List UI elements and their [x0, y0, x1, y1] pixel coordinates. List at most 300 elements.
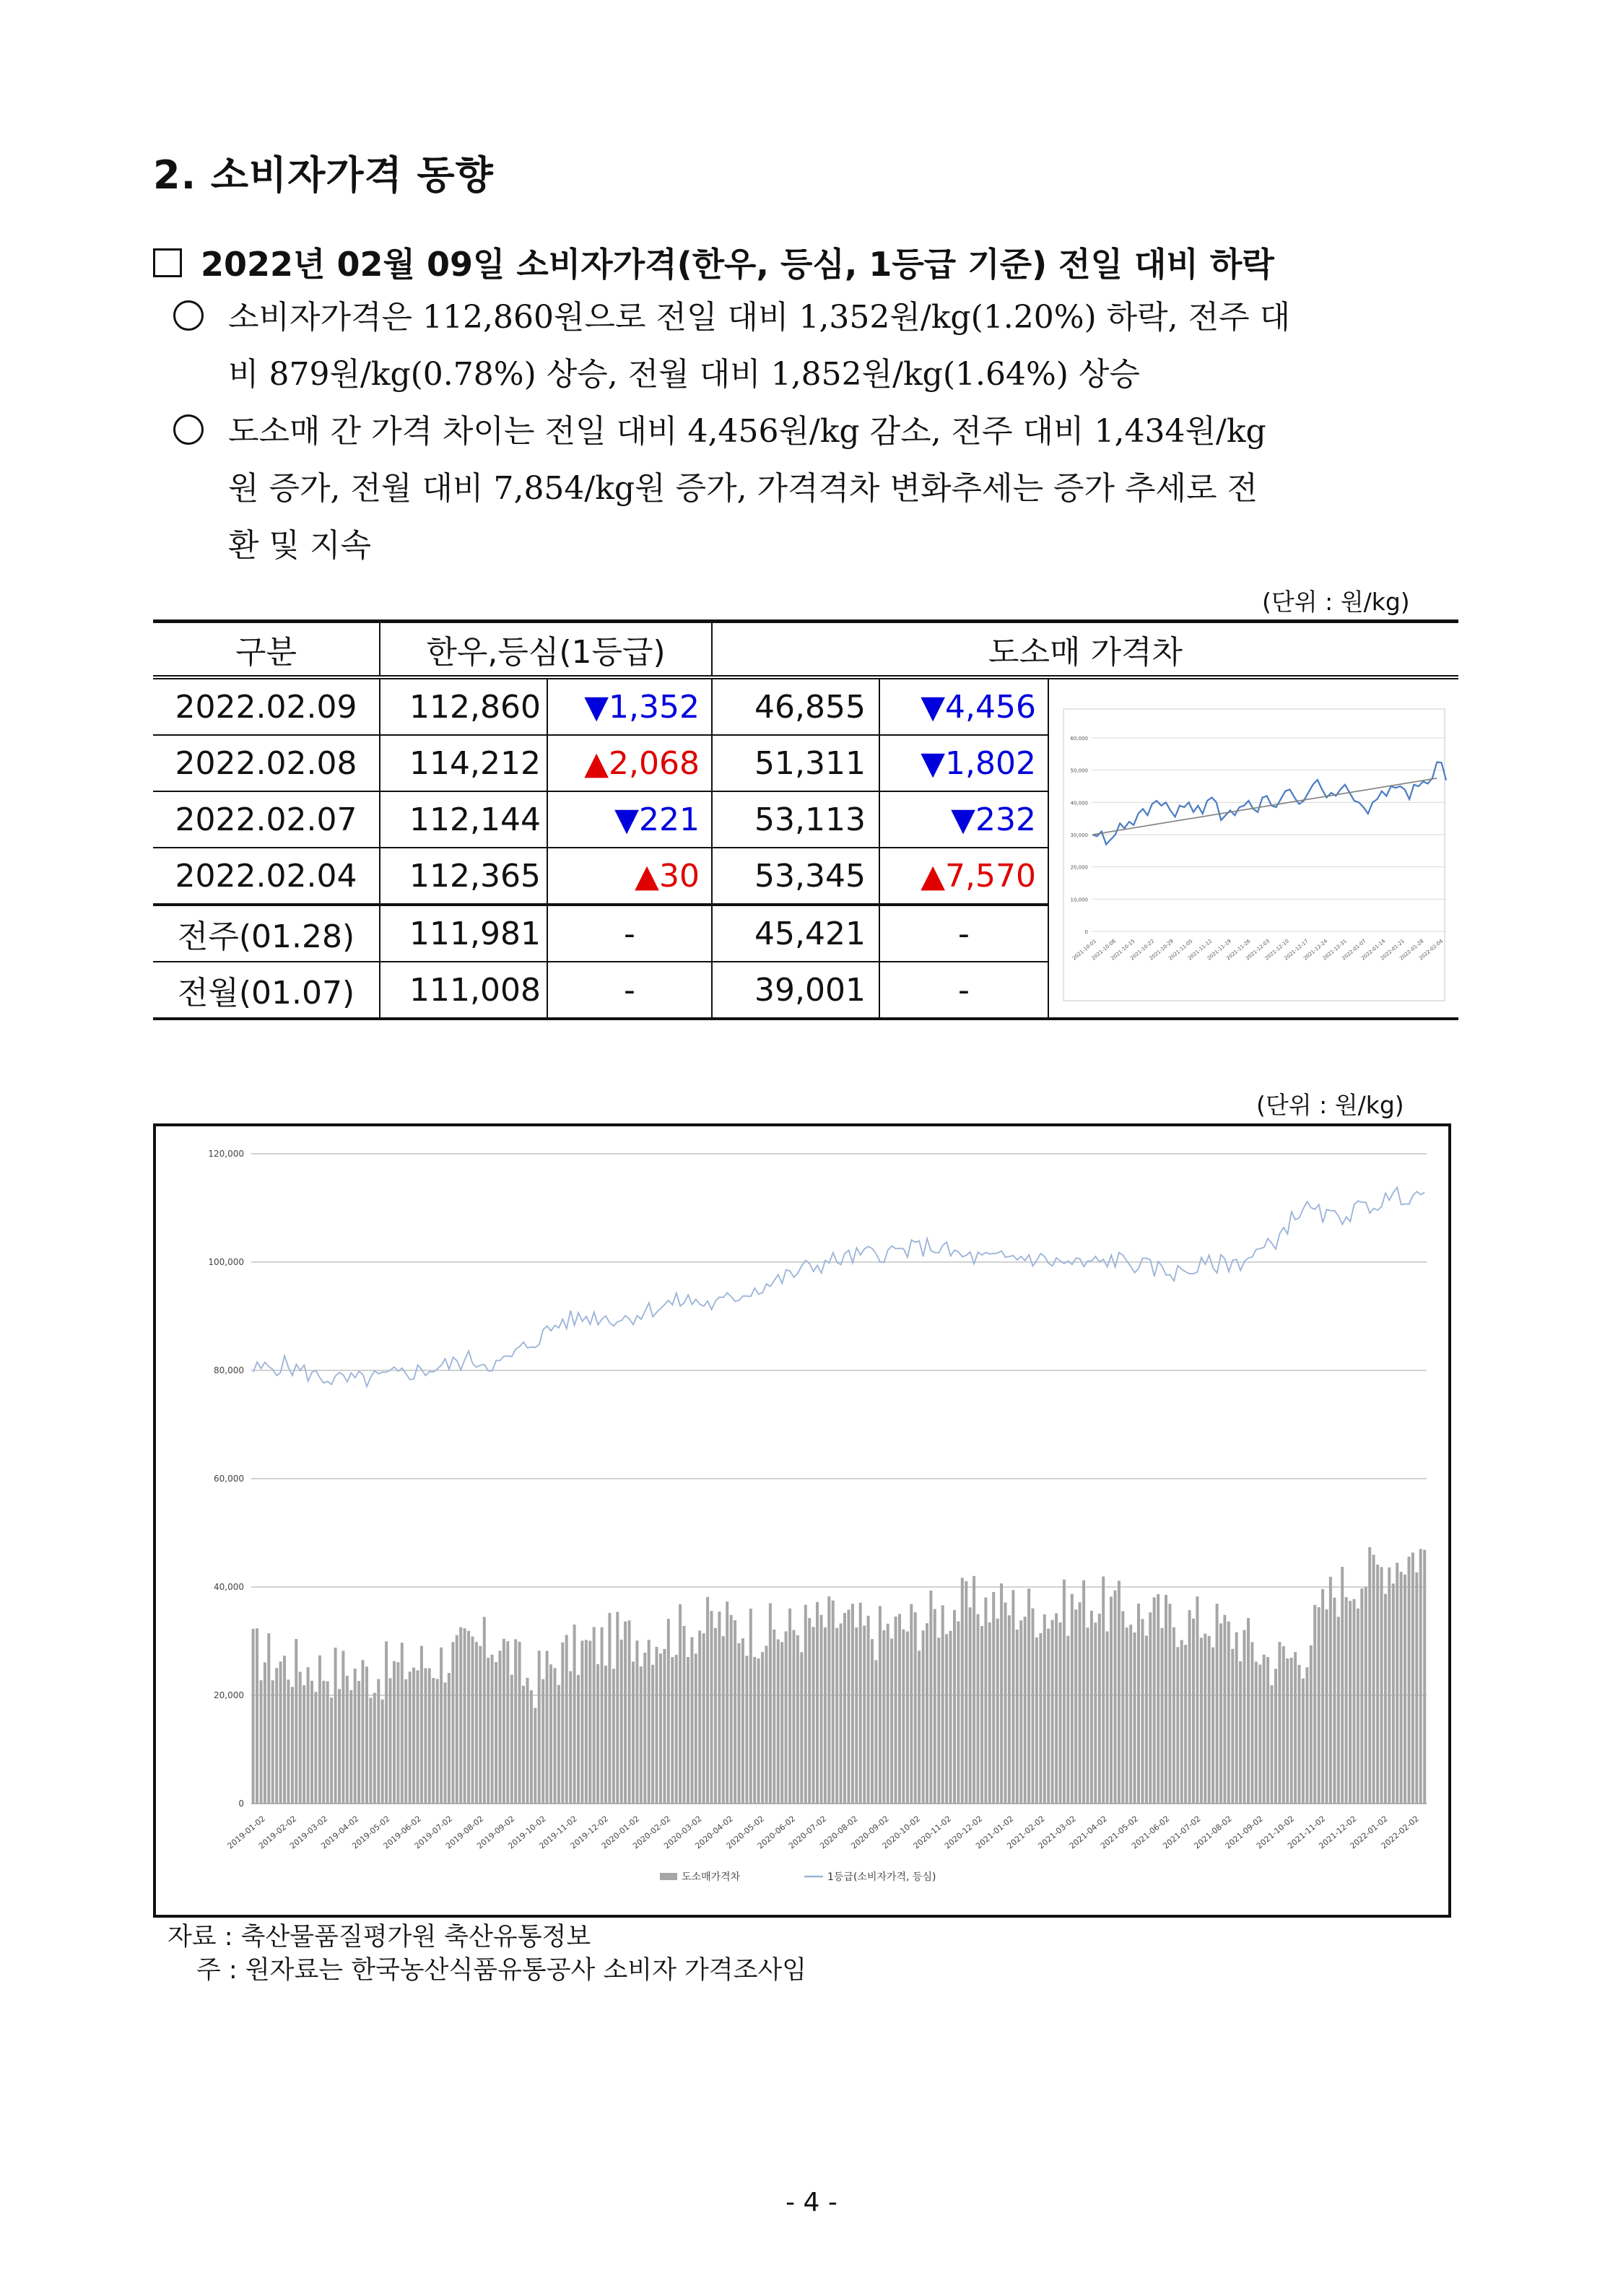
bar: [491, 1655, 494, 1804]
x-tick-label: 2019-04-02: [319, 1814, 361, 1851]
bar: [514, 1639, 517, 1804]
bar: [580, 1640, 583, 1804]
bar: [1282, 1646, 1285, 1804]
bar: [804, 1605, 807, 1804]
bar: [1372, 1554, 1375, 1804]
row-price-change: ▲30: [547, 848, 712, 905]
mini-x-tick-label: 2021-12-10: [1263, 937, 1290, 962]
x-tick-label: 2019-05-02: [350, 1814, 392, 1851]
bar: [1250, 1642, 1253, 1804]
source-line: 자료 : 축산물품질평가원 축산유통정보: [167, 1923, 591, 1952]
bar: [753, 1657, 756, 1804]
bar: [1066, 1636, 1069, 1804]
bar: [656, 1647, 658, 1804]
row-price: 112,365: [380, 848, 547, 905]
bar: [420, 1646, 423, 1804]
bar: [832, 1601, 835, 1804]
bar: [1388, 1567, 1391, 1804]
bar: [365, 1666, 368, 1804]
bar: [973, 1576, 975, 1804]
headline: [153, 238, 1467, 286]
mini-y-tick-label: 20,000: [1070, 864, 1088, 871]
bar: [409, 1671, 412, 1804]
bar: [412, 1668, 415, 1804]
bar: [256, 1628, 258, 1804]
x-tick-label: 2020-11-02: [911, 1814, 954, 1851]
row-gap-change: ▼232: [879, 791, 1048, 848]
bar: [341, 1651, 344, 1804]
bar: [404, 1679, 407, 1804]
unit-label: (단위 : 원/kg): [1256, 1091, 1404, 1119]
x-tick-label: 2021-11-02: [1286, 1814, 1328, 1851]
bar: [1345, 1597, 1348, 1804]
x-tick-label: 2022-01-02: [1348, 1814, 1390, 1851]
bar: [651, 1665, 654, 1804]
bar: [922, 1630, 925, 1804]
mini-x-tick-label: 2021-12-03: [1244, 937, 1271, 962]
row-gap: 51,311: [712, 735, 879, 791]
bar: [483, 1617, 486, 1804]
bullet-line: 원 증가, 전월 대비 7,854/kg원 증가, 가격격차 변화추세는 증가 추세로 전: [228, 470, 1258, 507]
y-tick-label: 0: [238, 1799, 244, 1809]
bar: [1165, 1595, 1167, 1804]
bar: [824, 1627, 827, 1804]
bar: [1074, 1609, 1077, 1804]
bar: [957, 1622, 960, 1804]
bar: [541, 1679, 544, 1804]
x-tick-label: 2020-07-02: [786, 1814, 829, 1851]
bar: [632, 1661, 635, 1804]
bar: [1239, 1661, 1242, 1804]
mini-y-tick-label: 30,000: [1070, 832, 1088, 838]
mini-y-tick-label: 10,000: [1070, 896, 1088, 903]
x-tick-label: 2020-09-02: [849, 1814, 891, 1851]
bar: [318, 1656, 321, 1804]
bar: [456, 1635, 458, 1804]
bar: [996, 1619, 999, 1804]
row-gap-change: ▼4,456: [879, 677, 1048, 735]
bar: [283, 1656, 286, 1804]
bar: [761, 1652, 764, 1804]
bar: [1011, 1590, 1014, 1804]
bar: [788, 1609, 791, 1804]
row-price-change: ▼1,352: [547, 677, 712, 735]
bar: [530, 1690, 533, 1804]
bar: [827, 1596, 830, 1804]
bar: [346, 1676, 349, 1804]
mini-y-tick-label: 0: [1084, 929, 1088, 935]
bar: [1188, 1610, 1191, 1804]
source-notes: [167, 1921, 806, 1987]
bar: [467, 1631, 470, 1804]
bar: [1411, 1552, 1414, 1804]
bar: [1204, 1634, 1206, 1804]
bar: [1192, 1619, 1195, 1804]
bar: [314, 1692, 317, 1804]
price-trend-chart: [156, 1126, 1448, 1915]
bar: [1184, 1645, 1187, 1804]
bar: [448, 1673, 451, 1804]
mini-x-tick-label: 2021-12-17: [1283, 937, 1310, 962]
row-gap: 53,345: [712, 848, 879, 905]
x-tick-label: 2020-04-02: [693, 1814, 735, 1851]
bar: [417, 1670, 419, 1804]
row-gap-change: ▼1,802: [879, 735, 1048, 791]
bar: [722, 1636, 725, 1804]
bar: [1408, 1557, 1411, 1804]
bar: [424, 1669, 427, 1804]
bar: [934, 1609, 936, 1804]
bar: [1008, 1615, 1011, 1804]
bar: [506, 1641, 509, 1804]
bar: [357, 1681, 360, 1804]
bar: [1208, 1636, 1211, 1804]
bar: [471, 1637, 474, 1804]
bar: [475, 1642, 478, 1804]
bar: [984, 1598, 987, 1804]
row-date: 2022.02.04: [175, 857, 357, 895]
bar: [1126, 1627, 1128, 1804]
mini-chart-cell: [1048, 677, 1458, 1019]
bar: [1032, 1609, 1035, 1804]
bar: [1039, 1633, 1042, 1804]
row-price: 111,981: [380, 905, 547, 962]
bar: [546, 1651, 549, 1804]
bar: [879, 1606, 882, 1804]
row-price: 112,144: [380, 791, 547, 848]
bar: [377, 1679, 380, 1804]
bar: [1400, 1572, 1403, 1804]
mini-x-tick-label: 2021-11-19: [1206, 937, 1232, 962]
bar: [1211, 1648, 1214, 1804]
row-gap: 39,001: [712, 962, 879, 1019]
bar: [855, 1627, 858, 1804]
mini-y-tick-label: 50,000: [1070, 767, 1088, 774]
row-price-change: -: [547, 905, 712, 962]
x-tick-label: 2019-01-02: [225, 1814, 267, 1851]
bar: [565, 1635, 568, 1804]
bar: [840, 1624, 843, 1804]
x-tick-label: 2019-02-02: [256, 1814, 299, 1851]
bullet-line: 환 및 지속: [228, 527, 371, 564]
bar: [812, 1627, 815, 1804]
y-tick-label: 40,000: [214, 1582, 244, 1592]
bar: [808, 1618, 811, 1804]
bar: [432, 1678, 435, 1804]
mini-x-tick-label: 2021-11-05: [1167, 937, 1194, 962]
bar: [706, 1597, 709, 1804]
mini-x-tick-label: 2021-12-24: [1302, 937, 1329, 962]
bar: [910, 1604, 913, 1804]
bar: [1365, 1587, 1367, 1804]
bar: [1004, 1603, 1007, 1804]
x-tick-label: 2019-11-02: [537, 1814, 579, 1851]
bar: [667, 1619, 670, 1804]
bar: [671, 1657, 674, 1804]
bar: [640, 1666, 643, 1804]
bar: [663, 1649, 666, 1804]
x-tick-label: 2021-10-02: [1254, 1814, 1297, 1851]
bar: [322, 1681, 325, 1804]
bar: [275, 1668, 278, 1804]
mini-x-tick-label: 2021-12-31: [1321, 937, 1348, 962]
mini-x-tick-label: 2022-02-04: [1417, 937, 1445, 962]
bar: [573, 1625, 576, 1804]
bar: [1396, 1563, 1398, 1804]
x-tick-label: 2021-03-02: [1036, 1814, 1078, 1851]
bar: [518, 1642, 521, 1804]
row-gap: 46,855: [712, 677, 879, 735]
bar: [459, 1627, 462, 1804]
header-hanwoo-price: 한우,등심(1등급): [380, 622, 712, 678]
bar: [1180, 1640, 1183, 1804]
bar: [295, 1639, 297, 1804]
bar: [1360, 1588, 1363, 1804]
bar: [1043, 1614, 1046, 1804]
bar: [871, 1639, 874, 1804]
bar: [428, 1669, 431, 1804]
bar: [1415, 1573, 1418, 1804]
mini-x-tick-label: 2021-10-01: [1071, 937, 1098, 962]
legend-line-label: 1등급(소비자가격, 등심): [827, 1871, 936, 1883]
bar: [749, 1609, 752, 1804]
bar: [710, 1611, 713, 1804]
bar: [773, 1630, 775, 1804]
header-price-gap: 도소매 가격차: [712, 622, 1458, 678]
legend-bar-label: 도소매가격차: [682, 1871, 741, 1883]
table-header-row: [153, 622, 1458, 678]
mini-x-tick-label: 2022-01-14: [1359, 937, 1387, 962]
x-tick-label: 2019-06-02: [381, 1814, 423, 1851]
bar: [502, 1639, 505, 1804]
row-date: 2022.02.08: [175, 744, 357, 782]
row-date: 전월(01.07): [177, 975, 355, 1012]
checkbox-square-icon: [153, 248, 182, 277]
x-tick-label: 2020-10-02: [880, 1814, 922, 1851]
bar: [1063, 1580, 1066, 1804]
bar: [381, 1700, 384, 1804]
bar: [898, 1614, 901, 1804]
mini-gap-chart: [1049, 680, 1459, 1009]
bar: [1216, 1604, 1219, 1804]
table-row: [153, 677, 1458, 735]
row-price: 111,008: [380, 962, 547, 1019]
bar: [1286, 1658, 1289, 1804]
bar: [1271, 1685, 1274, 1804]
bar: [451, 1642, 454, 1804]
bar: [1278, 1642, 1281, 1804]
bar: [1196, 1596, 1198, 1804]
bar: [1035, 1638, 1038, 1804]
bar: [937, 1638, 940, 1804]
x-tick-label: 2020-12-02: [942, 1814, 985, 1851]
y-tick-label: 120,000: [208, 1149, 244, 1159]
mini-gap-line: [1092, 762, 1446, 844]
bar: [643, 1653, 646, 1804]
bar: [393, 1661, 396, 1804]
bar: [848, 1609, 850, 1804]
bar: [1090, 1611, 1093, 1804]
summary-table-wrap: [153, 619, 1458, 1020]
bar: [882, 1630, 885, 1804]
bar: [980, 1626, 983, 1804]
x-tick-label: 2020-02-02: [631, 1814, 673, 1851]
row-price-change: ▼221: [547, 791, 712, 848]
bar: [593, 1627, 596, 1804]
bar: [1145, 1635, 1148, 1804]
bar: [902, 1630, 905, 1804]
bar-series-retail-gap: [252, 1547, 1427, 1804]
x-tick-label: 2019-10-02: [506, 1814, 548, 1851]
bar: [1157, 1594, 1159, 1804]
y-tick-label: 100,000: [208, 1257, 244, 1267]
bar: [816, 1602, 819, 1804]
bar: [440, 1648, 443, 1804]
bar: [718, 1612, 721, 1804]
bar: [279, 1661, 282, 1804]
bar: [1380, 1567, 1383, 1804]
bar: [554, 1668, 557, 1804]
bar: [1310, 1645, 1313, 1804]
x-tick-label: 2019-03-02: [287, 1814, 330, 1851]
bar: [965, 1581, 967, 1804]
mini-x-tick-label: 2022-01-21: [1379, 937, 1406, 962]
bar: [1384, 1594, 1387, 1804]
bar: [310, 1681, 313, 1804]
bar: [785, 1631, 788, 1804]
bar: [992, 1592, 995, 1804]
bar: [929, 1591, 932, 1804]
bar: [624, 1622, 627, 1804]
bar: [628, 1620, 631, 1804]
bar: [271, 1680, 274, 1804]
bar: [1419, 1549, 1422, 1804]
x-tick-label: 2021-06-02: [1130, 1814, 1172, 1851]
x-tick-label: 2019-09-02: [475, 1814, 517, 1851]
bar: [303, 1685, 305, 1804]
bar: [820, 1615, 823, 1804]
bar: [604, 1666, 607, 1804]
bar: [444, 1682, 447, 1804]
bar: [969, 1607, 972, 1804]
bullet-line: 비 879원/kg(0.78%) 상승, 전월 대비 1,852원/kg(1.64%) 상승: [228, 356, 1140, 393]
bar: [354, 1669, 357, 1804]
bar: [1047, 1629, 1050, 1804]
bar: [1055, 1613, 1058, 1804]
bar: [953, 1610, 956, 1804]
bar: [769, 1604, 772, 1804]
mini-x-tick-label: 2021-10-29: [1148, 937, 1175, 962]
bar: [1333, 1598, 1336, 1804]
row-gap-change: -: [879, 962, 1048, 1019]
row-gap: 53,113: [712, 791, 879, 848]
x-tick-label: 2021-09-02: [1223, 1814, 1265, 1851]
bar: [796, 1635, 799, 1804]
bar: [1071, 1594, 1074, 1804]
bar: [906, 1632, 909, 1804]
mini-y-tick-label: 40,000: [1070, 799, 1088, 806]
bar: [330, 1697, 333, 1804]
bar: [267, 1633, 270, 1804]
bar: [1227, 1622, 1230, 1804]
bar: [487, 1658, 489, 1804]
bar: [299, 1672, 302, 1804]
bar: [1121, 1612, 1124, 1804]
bar: [1318, 1607, 1320, 1804]
bar: [557, 1685, 560, 1804]
bar: [549, 1664, 552, 1804]
bullet-consumer-price: [173, 289, 1466, 403]
bar: [726, 1601, 728, 1804]
row-price: 114,212: [380, 735, 547, 791]
mini-x-tick-label: 2021-10-22: [1128, 937, 1156, 962]
bar: [369, 1698, 372, 1804]
mini-x-tick-label: 2022-01-28: [1398, 937, 1425, 962]
x-tick-label: 2019-07-02: [412, 1814, 455, 1851]
y-tick-label: 80,000: [214, 1365, 244, 1375]
x-tick-label: 2022-02-02: [1379, 1814, 1421, 1851]
bar: [1098, 1614, 1101, 1804]
bar: [648, 1640, 650, 1804]
bar: [538, 1651, 541, 1804]
bar: [1106, 1632, 1109, 1804]
bar: [1168, 1604, 1171, 1804]
row-date: 전주(01.28): [177, 918, 355, 955]
bar: [695, 1653, 697, 1804]
bar: [1000, 1583, 1003, 1804]
row-date: 2022.02.07: [175, 801, 357, 838]
bar: [307, 1667, 310, 1804]
bar: [1161, 1628, 1164, 1804]
bar: [401, 1643, 404, 1804]
bar: [1082, 1580, 1085, 1804]
unit-label: (단위 : 원/kg): [1262, 588, 1410, 616]
bar: [780, 1642, 783, 1804]
bar: [588, 1641, 591, 1804]
bar: [464, 1628, 466, 1804]
row-price-change: ▲2,068: [547, 735, 712, 791]
x-tick-label: 2021-05-02: [1098, 1814, 1141, 1851]
bar: [863, 1626, 866, 1804]
bar: [1255, 1661, 1258, 1804]
bar: [679, 1604, 682, 1804]
circle-bullet-icon: [173, 414, 204, 445]
bar: [918, 1651, 921, 1804]
bar: [291, 1687, 294, 1804]
bar: [1247, 1618, 1250, 1804]
bullet-price-gap: [173, 403, 1466, 574]
bar: [1302, 1679, 1305, 1804]
bar: [1172, 1627, 1175, 1804]
bar: [1337, 1617, 1340, 1804]
bar: [874, 1660, 877, 1804]
bar: [585, 1640, 588, 1804]
mini-x-tick-label: 2021-11-12: [1186, 937, 1214, 962]
bar: [495, 1662, 497, 1804]
bar: [1298, 1665, 1301, 1804]
row-gap-change: ▲7,570: [879, 848, 1048, 905]
bar: [914, 1612, 917, 1804]
bar: [1266, 1657, 1269, 1804]
price-trend-chart-frame: [153, 1123, 1451, 1918]
bar: [389, 1678, 392, 1804]
bar: [1423, 1550, 1426, 1804]
bar: [659, 1653, 662, 1804]
circle-bullet-icon: [173, 300, 204, 331]
bar: [1290, 1658, 1293, 1804]
bar: [1059, 1622, 1062, 1804]
bar: [945, 1634, 948, 1804]
